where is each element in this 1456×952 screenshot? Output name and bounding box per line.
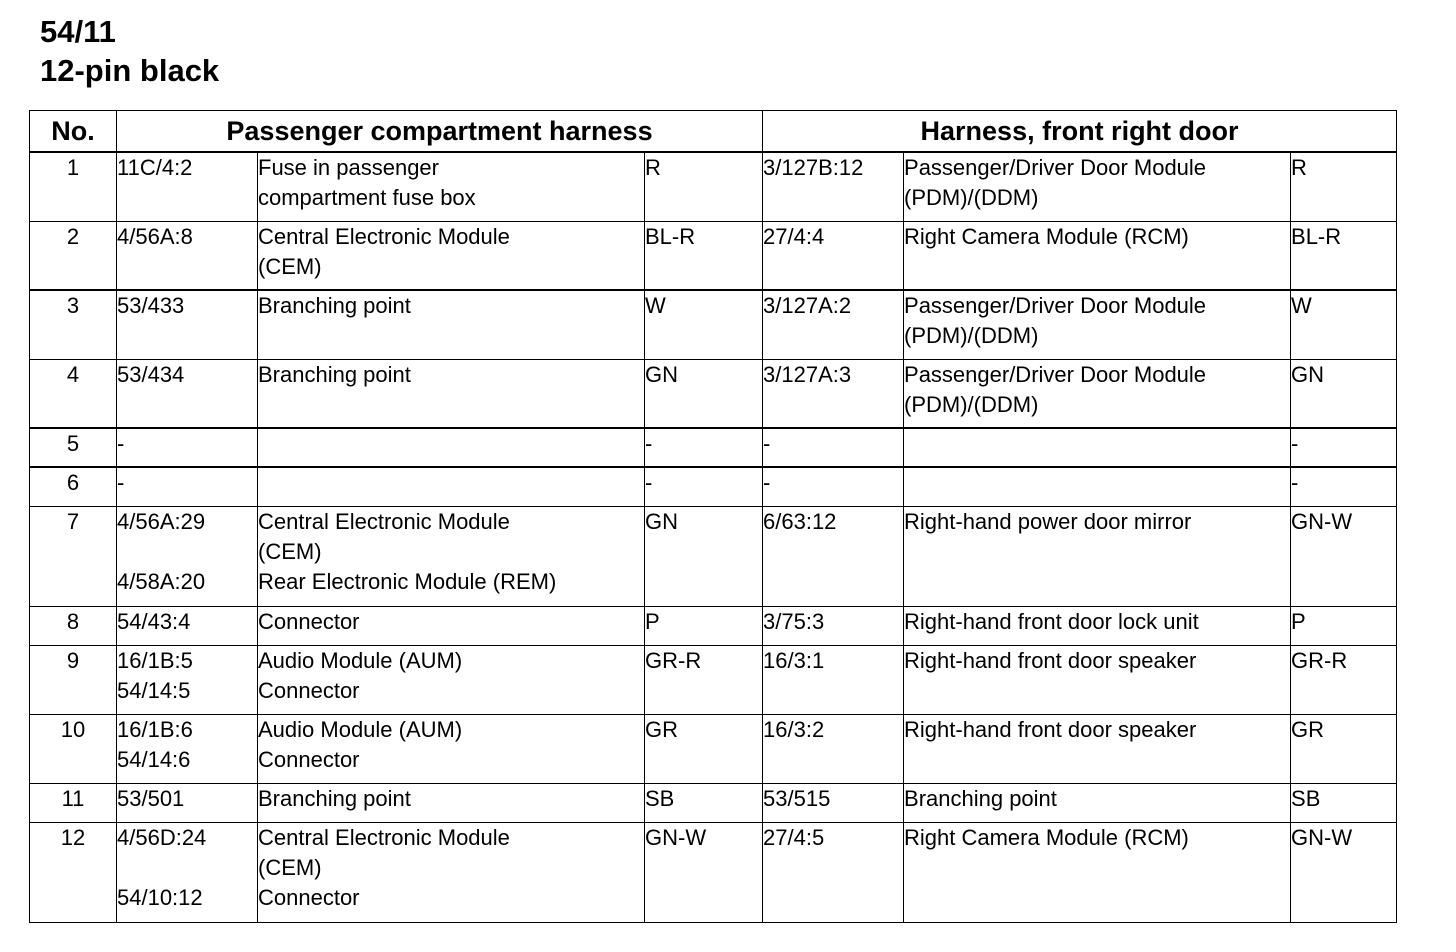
door-desc-cell [904,714,1291,783]
passenger-code-cell [117,467,258,506]
passenger-code: 54/43:4 [117,608,191,634]
table-row [30,221,1397,290]
door-code-cell [763,428,904,467]
passenger-desc-cell [258,467,645,506]
pin-number: 12 [30,822,117,922]
door-wire-color: GN-W [1291,822,1397,922]
door-desc-cell [904,428,1291,467]
door-wire-color: W [1291,290,1397,359]
passenger-desc-cell [258,152,645,221]
passenger-wire-color: R [645,152,763,221]
door-wire-color: P [1291,606,1397,645]
passenger-desc-cell [258,606,645,645]
passenger-code: 54/10:12 [117,884,203,910]
door-description: Passenger/Driver Door Module [904,293,1207,318]
passenger-code: 53/433 [117,293,185,318]
header-door-harness: Harness, front right door [763,111,1397,153]
passenger-code: 54/14:5 [117,677,191,703]
passenger-description: Rear Electronic Module (REM) [258,568,557,594]
passenger-code-cell [117,783,258,822]
passenger-description: Branching point [258,785,411,811]
door-code: 6/63:12 [763,508,837,534]
door-desc-cell [904,506,1291,606]
passenger-description: Connector [258,677,360,703]
passenger-wire-color: SB [645,783,763,822]
door-description: Right Camera Module (RCM) [904,223,1189,249]
door-desc-cell [904,606,1291,645]
passenger-code: 11C/4:2 [117,155,193,180]
door-description [904,429,1290,459]
passenger-wire-color: BL-R [645,221,763,290]
passenger-code: 4/56A:8 [117,223,193,249]
door-code: - [763,470,771,495]
passenger-code: 53/501 [117,785,185,811]
door-wire-color: SB [1291,783,1397,822]
pin-number: 10 [30,714,117,783]
door-description: Passenger/Driver Door Module [904,155,1207,180]
door-desc-cell [904,822,1291,922]
door-code: 16/3:2 [763,716,825,742]
door-description: Right-hand front door speaker [904,716,1197,742]
door-code: 3/127A:2 [763,293,852,318]
passenger-description [258,468,644,498]
table-header-row [30,111,1397,153]
passenger-desc-cell [258,290,645,359]
door-code: 3/75:3 [763,608,825,634]
door-desc-cell [904,221,1291,290]
pin-number: 2 [30,221,117,290]
passenger-code: - [117,470,125,495]
table-row [30,645,1397,714]
passenger-desc-cell [258,783,645,822]
table-row [30,428,1397,467]
door-desc-cell [904,359,1291,428]
door-code-cell [763,506,904,606]
door-code-cell [763,645,904,714]
passenger-code [117,853,257,883]
door-wire-color: - [1291,467,1397,506]
passenger-description: Central Electronic Module [258,223,510,249]
passenger-description: (CEM) [258,538,322,564]
door-code: 16/3:1 [763,647,825,673]
passenger-desc-cell [258,221,645,290]
table-row [30,152,1397,221]
passenger-desc-cell [258,428,645,467]
passenger-description: Connector [258,746,360,772]
passenger-description: Connector [258,608,360,634]
door-description: Branching point [904,785,1057,811]
passenger-desc-cell [258,359,645,428]
passenger-wire-color: - [645,428,763,467]
door-desc-cell [904,152,1291,221]
passenger-desc-cell [258,645,645,714]
pin-number: 5 [30,428,117,467]
pin-number: 3 [30,290,117,359]
door-code-cell [763,467,904,506]
pin-number: 4 [30,359,117,428]
passenger-code [117,537,257,567]
door-description: (PDM)/(DDM) [904,323,1039,348]
table-row [30,290,1397,359]
door-code: 27/4:5 [763,824,825,850]
passenger-code-cell [117,822,258,922]
door-description: Right-hand front door lock unit [904,608,1199,634]
passenger-description: compartment fuse box [258,185,476,210]
pin-number: 7 [30,506,117,606]
door-wire-color: GR-R [1291,645,1397,714]
passenger-description: Connector [258,884,360,910]
door-wire-color: GN [1291,359,1397,428]
passenger-code-cell [117,221,258,290]
table-row [30,359,1397,428]
passenger-description: Central Electronic Module [258,824,510,850]
passenger-description: Audio Module (AUM) [258,716,463,742]
passenger-desc-cell [258,822,645,922]
door-code: 53/515 [763,785,831,811]
table-row [30,783,1397,822]
door-description: (PDM)/(DDM) [904,391,1039,417]
door-code: 3/127A:3 [763,361,852,387]
door-code-cell [763,714,904,783]
wiring-table [29,110,1397,923]
table-row [30,506,1397,606]
door-desc-cell [904,290,1291,359]
door-desc-cell [904,783,1291,822]
pin-number: 1 [30,152,117,221]
passenger-wire-color: GN [645,506,763,606]
table-body [30,152,1397,922]
passenger-code-cell [117,645,258,714]
door-code: 27/4:4 [763,223,825,249]
door-code-cell [763,606,904,645]
passenger-code: 54/14:6 [117,746,191,772]
table-row [30,606,1397,645]
door-desc-cell [904,645,1291,714]
passenger-code: 4/56D:24 [117,824,207,850]
door-wire-color: R [1291,152,1397,221]
passenger-description: (CEM) [258,854,322,880]
passenger-code: 4/56A:29 [117,508,206,534]
header-passenger-harness: Passenger compartment harness [117,111,763,153]
passenger-code: - [117,431,125,456]
passenger-wire-color: W [645,290,763,359]
passenger-description: Central Electronic Module [258,508,510,534]
pin-number: 6 [30,467,117,506]
passenger-description [258,429,644,459]
door-wire-color: GR [1291,714,1397,783]
door-code-cell [763,152,904,221]
passenger-code-cell [117,606,258,645]
passenger-code: 16/1B:6 [117,716,193,742]
passenger-desc-cell [258,506,645,606]
passenger-wire-color: - [645,467,763,506]
pin-number: 11 [30,783,117,822]
passenger-code-cell [117,428,258,467]
door-code-cell [763,783,904,822]
passenger-desc-cell [258,714,645,783]
door-code: - [763,431,771,456]
door-wire-color: - [1291,428,1397,467]
passenger-description: (CEM) [258,253,322,279]
passenger-code-cell [117,359,258,428]
passenger-wire-color: P [645,606,763,645]
passenger-wire-color: GN-W [645,822,763,922]
passenger-description: Branching point [258,293,411,318]
header-no: No. [30,111,117,153]
pin-number: 8 [30,606,117,645]
door-description: Passenger/Driver Door Module [904,361,1207,387]
passenger-code-cell [117,506,258,606]
passenger-description: Audio Module (AUM) [258,647,463,673]
door-description: Right-hand front door speaker [904,647,1197,673]
passenger-code-cell [117,714,258,783]
passenger-code-cell [117,152,258,221]
passenger-description: Fuse in passenger [258,155,439,180]
passenger-description: Branching point [258,361,411,387]
door-wire-color: BL-R [1291,221,1397,290]
passenger-wire-color: GR-R [645,645,763,714]
connector-number: 54/11 [40,14,116,49]
door-code-cell [763,822,904,922]
passenger-code: 4/58A:20 [117,568,206,594]
passenger-code-cell [117,290,258,359]
table-row [30,822,1397,922]
pin-number: 9 [30,645,117,714]
door-code-cell [763,359,904,428]
passenger-code: 16/1B:5 [117,647,193,673]
door-description: (PDM)/(DDM) [904,185,1039,210]
door-code-cell [763,290,904,359]
door-desc-cell [904,467,1291,506]
door-description [904,468,1290,498]
door-description: Right-hand power door mirror [904,508,1192,534]
passenger-wire-color: GR [645,714,763,783]
door-wire-color: GN-W [1291,506,1397,606]
door-code-cell [763,221,904,290]
door-description: Right Camera Module (RCM) [904,824,1189,850]
door-code: 3/127B:12 [763,155,864,180]
connector-description: 12-pin black [40,53,220,88]
table-row [30,714,1397,783]
table-row [30,467,1397,506]
passenger-wire-color: GN [645,359,763,428]
passenger-code: 53/434 [117,361,185,387]
